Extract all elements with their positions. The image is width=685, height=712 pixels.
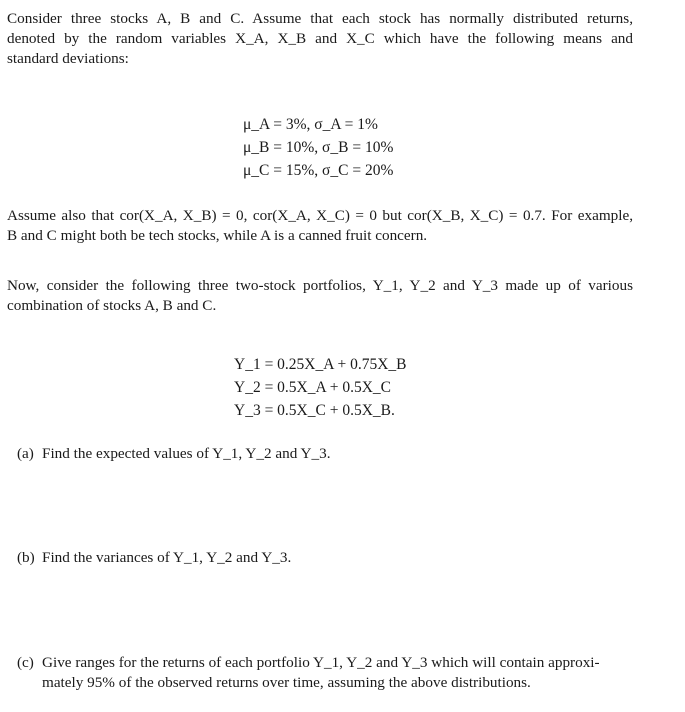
moments-equations [243, 113, 393, 182]
question-b-text: Find the variances of Y_1, Y_2 and Y_3. [42, 549, 292, 566]
correlation-line-2: B and C might both be tech stocks, while A is a canned fruit concern. [7, 227, 428, 244]
question-c-label: (c) [17, 654, 34, 671]
correlation-line-1: Assume also that cor(X_A, X_B) = 0, cor(X_A, X_C) = 0 but cor(X_B, X_C) = 0.7. For example, [7, 207, 633, 224]
question-a-text: Find the expected values of Y_1, Y_2 and Y_3. [42, 445, 331, 462]
question-c-line-1: Give ranges for the returns of each portfolio Y_1, Y_2 and Y_3 which will contain approxi- [42, 654, 600, 671]
intro-paragraph [7, 9, 633, 69]
question-a-label: (a) [17, 445, 34, 462]
portfolio-intro-line-2: combination of stocks A, B and C. [7, 297, 217, 314]
question-b [17, 548, 633, 568]
moment-a: μ_A = 3%, σ_A = 1% [243, 116, 378, 133]
moment-c: μ_C = 15%, σ_C = 20% [243, 162, 394, 179]
portfolio-y2: Y_2 = 0.5X_A + 0.5X_C [234, 379, 391, 396]
portfolio-intro-paragraph [7, 276, 633, 316]
portfolio-y3: Y_3 = 0.5X_C + 0.5X_B. [234, 402, 395, 419]
question-a [17, 444, 633, 464]
intro-line-2: denoted by the random variables X_A, X_B and X_C which have the following means and [7, 30, 633, 47]
question-c [17, 653, 633, 693]
portfolio-intro-line-1: Now, consider the following three two-stock portfolios, Y_1, Y_2 and Y_3 made up of various [7, 277, 633, 294]
question-c-line-2: mately 95% of the observed returns over time, assuming the above distributions. [42, 674, 531, 691]
correlation-paragraph [7, 206, 633, 246]
moment-b: μ_B = 10%, σ_B = 10% [243, 139, 394, 156]
intro-line-3: standard deviations: [7, 50, 129, 67]
intro-line-1: Consider three stocks A, B and C. Assume that each stock has normally distributed returns, [7, 10, 633, 27]
portfolio-equations [234, 353, 407, 422]
question-b-label: (b) [17, 549, 35, 566]
portfolio-y1: Y_1 = 0.25X_A + 0.75X_B [234, 356, 407, 373]
